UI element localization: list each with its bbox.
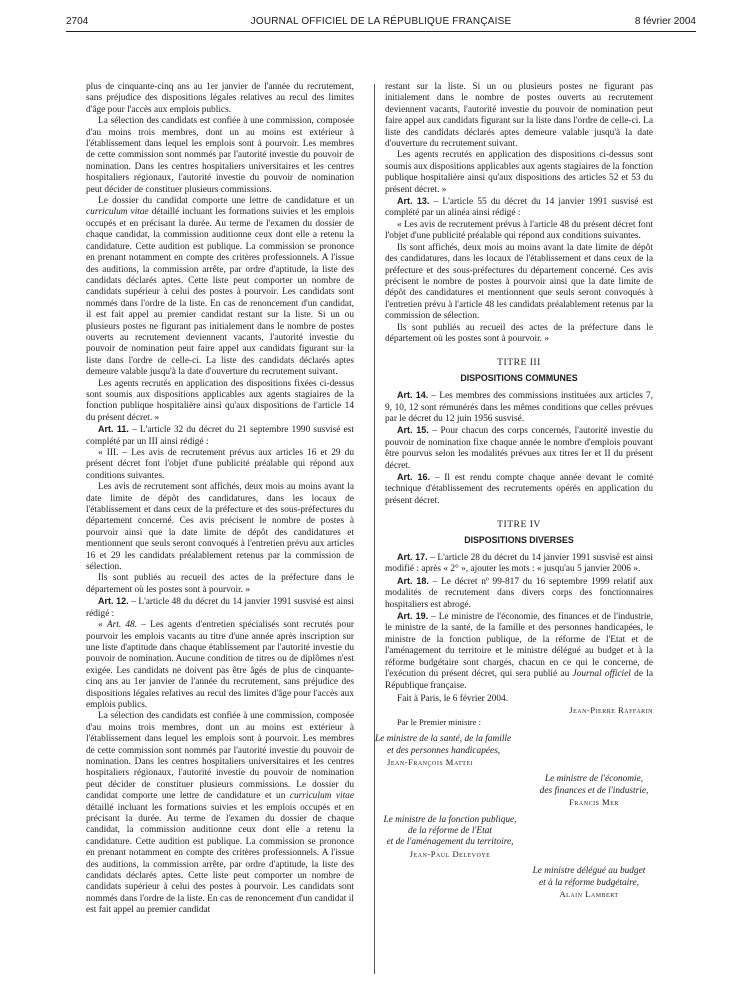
paragraph: La sélection des candidats est confiée à une commission, composée d'au moins trois membres, dont un au moins est extérieur à l'établissement dans lequel les emplois sont à pourvoir. Les membres de cette commission sont nommés par l'autorité investie du pouvoir de nomination. Dans les centres hospitaliers universitaires et les centres hospitaliers régionaux, l'autorité investie du pouvoir de nomination peut décider de constituer plusieurs commissions. [86, 116, 354, 195]
article-label: Art. 18. [397, 575, 429, 586]
paragraph: Ils sont publiés au recueil des actes de la préfecture dans le département où les postes sont à pourvoir. » [385, 322, 653, 344]
paragraph: plus de cinquante-cinq ans au 1er janvier de l'année du recrutement, sans préjudice des dispositions légales relatives au recul des limites d'âge pour l'accès aux emplois publics. [86, 82, 354, 115]
paragraph: « Les avis de recrutement prévus à l'article 48 du présent décret font l'objet d'une publicité préalable qui répond aux conditions suivantes. [385, 219, 653, 242]
article-18: Art. 18. – Le décret nº 99-817 du 16 septembre 1999 relatif aux modalités de recrutement dans divers corps des fonctionnaires hospitaliers est abrogé. [385, 575, 653, 610]
signature-budget: Le ministre délégué au budget et à la réforme budgétaire, Alain Lambert [525, 866, 653, 900]
article-16: Art. 16. – Il est rendu compte chaque année devant le comité technique d'établissement des recrutements opérés en application du présent décret. [385, 472, 653, 506]
article-label: Art. 12. [98, 596, 129, 607]
paragraph: Les agents recrutés en application des dispositions ci-dessus sont soumis aux dispositions applicables aux agents stagiaires de la fonction publique hospitalière ainsi qu'aux dispositions des articles 52 et 53 du présent décret. » [385, 150, 653, 195]
paragraph: « III. – Les avis de recrutement prévus aux articles 16 et 29 du présent décret font l'objet d'une publicité préalable qui répond aux conditions suivantes. [86, 448, 354, 481]
page-number: 2704 [66, 16, 89, 27]
signatory-name: Jean-Paul Delevoye [409, 848, 491, 859]
journal-title: JOURNAL OFFICIEL DE LA RÉPUBLIQUE FRANÇAISE [250, 16, 512, 27]
article-19: Art. 19. – Le ministre de l'économie, des finances et de l'industrie, le ministre de la santé, de la famille et des personnes handicapées, le ministre de la fonction publique, de la réforme de l'Etat et de l'aménagement du territoire et le ministre délégué au budget et à la réforme budgétaire sont chargés, chacun en ce qui le concerne, de l'exécution du présent décret, qui sera publié au Journal officiel de la République française. [385, 611, 653, 691]
paragraph: « Art. 48. – Les agents d'entretien spécialisés sont recrutés pour pourvoir les emplois vacants au titre d'une année après inscription sur une liste d'aptitude dans chaque établissement par l'autorité investie du pouvoir de nomination. Aucune condition de titres ou de diplômes n'est exigée. Les candidats ne doivent pas être âgés de plus de cinquante-cinq ans au 1er janvier de l'année du recrutement, sans préjudice des dispositions légales relatives au recul des limites d'âge pour l'accès aux emplois publics. [86, 620, 355, 710]
signature-fonction-publique: Le ministre de la fonction publique, de la réforme de l'Etat et de l'aménagement du territoire, Jean-Paul Delevoye [375, 815, 525, 861]
article-17: Art. 17. – L'article 28 du décret du 14 janvier 1991 susvisé est ainsi modifié : après « 2° », ajouter les mots : « jusqu'au 5 janvier 2006 ». [385, 552, 653, 575]
signatory-name: Jean-François Mattei [387, 756, 474, 767]
title-heading: TITRE III [497, 357, 541, 369]
signing-place-date: Fait à Paris, le 6 février 2004. [397, 693, 509, 704]
title-subheading: DISPOSITIONS DIVERSES [464, 534, 574, 545]
issue-date: 8 février 2004 [634, 16, 696, 27]
header-rule [66, 31, 696, 32]
signature-economie: Le ministre de l'économie, des finances et de l'industrie, Francis Mer [535, 774, 653, 808]
article-label: Art. 11. [98, 424, 129, 435]
article-label: Art. 14. [397, 390, 429, 401]
signatory-prime-minister: Jean-Pierre Raffarin [569, 705, 653, 716]
article-12: Art. 12. – L'article 48 du décret du 14 janvier 1991 susvisé est ainsi rédigé : [86, 596, 354, 619]
paragraph: Les avis de recrutement sont affichés, deux mois au moins avant la date limite de dépôt des candidatures, dans les locaux de l'établissement et dans ceux de la préfecture et des sous-préfectures du département concerné. Ces avis précisent le nombre de postes à pourvoir ainsi que la date limite de dépôt des candidatures et mentionnent que seuls seront convoqués à l'entretien prévu aux articles 16 et 29 les candidats préalablement retenus par la commission de sélection. [86, 482, 354, 573]
title-subheading: DISPOSITIONS COMMUNES [460, 372, 578, 383]
article-13: Art. 13. – L'article 55 du décret du 14 janvier 1991 susvisé est complété par un alinéa ainsi rédigé : [385, 196, 653, 219]
paragraph: restant sur la liste. Si un ou plusieurs postes ne figurant pas initialement dans le nombre de postes ouverts au recrutement deviennent vacants, l'autorité investie du pouvoir de nomination peut faire appel aux candidats figurant sur la liste dans l'ordre de celle-ci. La liste des candidats déclarés aptes demeure valable jusqu'à la date d'ouverture du recrutement suivant. [385, 82, 653, 150]
paragraph: La sélection des candidats est confiée à une commission, composée d'au moins trois membres, dont un au moins est extérieur à l'établissement dans lequel les emplois sont à pourvoir. Les membres de cette commission sont nommés par l'autorité investie du pouvoir de nomination. Dans les centres hospitaliers universitaires et les centres hospitaliers régionaux, l'autorité investie du pouvoir de nomination peut décider de constituer plusieurs commissions. Le dossier du candidat comporte une lettre de candidature et un curriculum vitae détaillé incluant les formations suivies et les emplois occupés et en précisant la durée. Au terme de l'examen du dossier de chaque candidat, la commission auditionne ceux dont elle a retenu la candidature. Cette audition est publique. La commission se prononce en prenant notamment en compte des critères professionnels. A l'issue des auditions, la commission arrête, par ordre d'aptitude, la liste des candidats déclarés aptes. Cette liste peut comporter un nombre de candidats supérieur à celui des postes à pourvoir. Les candidats sont nommés dans l'ordre de la liste. En cas de renoncement d'un candidat il est fait appel au premier candidat [86, 711, 354, 916]
signature-sante: Le ministre de la santé, de la famille et des personnes handicapées, Jean-François Mattei [375, 734, 653, 768]
article-label: Art. 17. [397, 552, 428, 563]
article-label: Art. 13. [397, 196, 430, 207]
title-heading: TITRE IV [497, 519, 541, 531]
article-11: Art. 11. – L'article 32 du décret du 21 septembre 1990 susvisé est complété par un III ainsi rédigé : [86, 424, 354, 447]
paragraph: Le dossier du candidat comporte une lettre de candidature et un curriculum vitae détaillé incluant les formations suivies et les emplois occupés et en précisant la durée. Au terme de l'examen du dossier de chaque candidat, la commission auditionne ceux dont elle a retenu la candidature. Cette audition est publique. La commission se prononce en prenant notamment en compte des critères professionnels. A l'issue des auditions, la commission arrête, par ordre d'aptitude, la liste des candidats déclarés aptes. Cette liste peut comporter un nombre de candidats supérieur à celui des postes à pourvoir. Les candidats sont nommés dans l'ordre de la liste. En cas de renoncement d'un candidat, il est fait appel au premier candidat restant sur la liste. Si un ou plusieurs postes ne figurant pas initialement dans le nombre de postes ouverts au recrutement deviennent vacants, l'autorité investie du pouvoir de nomination peut faire appel aux candidats figurant sur la liste dans l'ordre de celle-ci. La liste des candidats déclarés aptes demeure valable jusqu'à la date d'ouverture du recrutement suivant. [86, 196, 354, 378]
paragraph: Ils sont publiés au recueil des actes de la préfecture dans le département où les postes sont à pourvoir. » [86, 573, 354, 595]
article-label: Art. 15. [397, 425, 429, 436]
article-14: Art. 14. – Les membres des commissions instituées aux articles 7, 9, 10, 12 sont rémunérés dans les mêmes conditions que celles prévues par le décret du 12 juin 1956 susvisé. [385, 390, 654, 424]
signatory-name: Alain Lambert [559, 889, 619, 899]
right-column [375, 82, 654, 900]
par-le-premier-ministre: Par le Premier ministre : [397, 716, 482, 727]
paragraph: Ils sont affichés, deux mois au moins avant la date limite de dépôt des candidatures, dans les locaux de l'établissement et dans ceux de la préfecture et des sous-préfectures du département concerné. Ces avis précisent le nombre de postes à pourvoir ainsi que la date limite de dépôt des candidatures et mentionnent que seuls seront convoqués à l'entretien prévu à l'article 48 les candidats préalablement retenus par la commission de sélection. [385, 242, 653, 322]
paragraph: Les agents recrutés en application des dispositions fixées ci-dessus sont soumis aux dispositions applicables aux agents stagiaires de la fonction publique hospitalière ainsi qu'aux dispositions de l'article 14 du présent décret. » [86, 378, 354, 423]
article-15: Art. 15. – Pour chacun des corps concernés, l'autorité investie du pouvoir de nomination fixe chaque année le nombre d'emplois pouvant être pourvus selon les modalités prévues aux titres Ier et II du présent décret. [385, 425, 653, 471]
left-column [86, 82, 354, 917]
article-label: Art. 16. [397, 472, 430, 482]
page-header [66, 16, 696, 30]
signatory-name: Francis Mer [569, 797, 619, 808]
article-label: Art. 19. [397, 611, 429, 622]
